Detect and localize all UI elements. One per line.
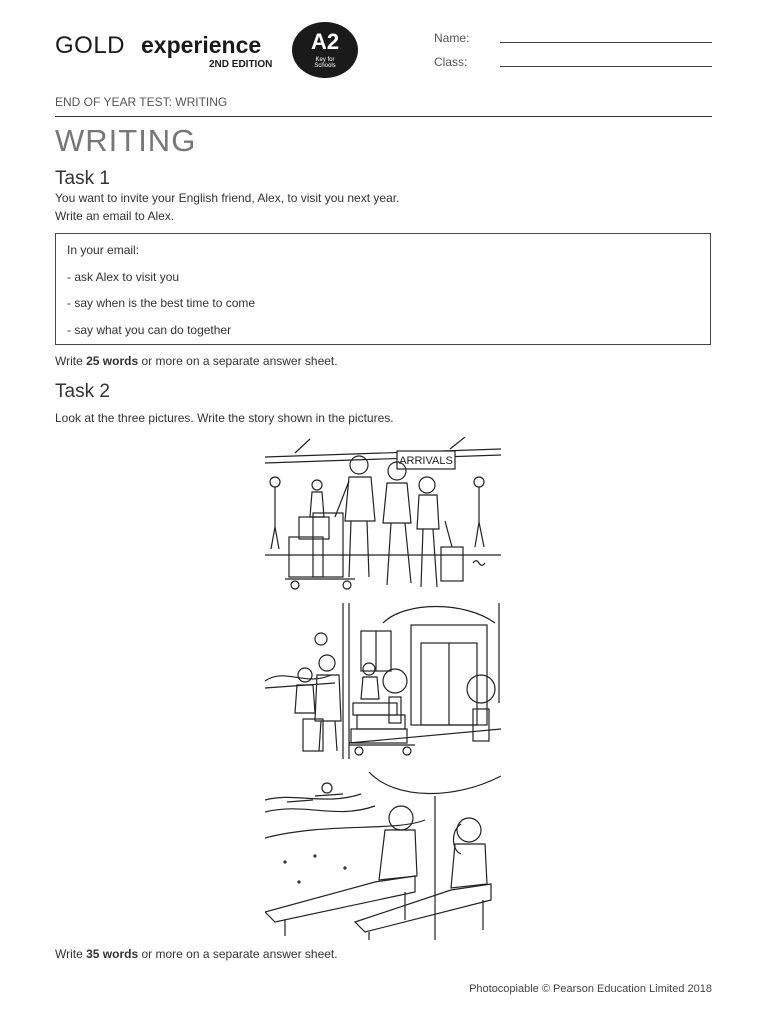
box-intro: In your email: xyxy=(67,243,140,257)
copyright-footer: Photocopiable © Pearson Education Limited 2018 xyxy=(469,983,712,995)
box-point: - say what you can do together xyxy=(67,323,232,337)
logo-experience-text: experience xyxy=(141,32,262,58)
class-field[interactable] xyxy=(500,66,712,67)
word-count: 25 words xyxy=(86,354,139,368)
task2-line1: Look at the three pictures. Write the story shown in the pictures. xyxy=(55,411,394,425)
badge-subtitle xyxy=(292,57,358,69)
badge-sub-line1: Key for xyxy=(315,57,335,63)
task2-instruction xyxy=(55,947,338,961)
task1-line2: Write an email to Alex. xyxy=(55,209,175,223)
picture-airport-arrivals xyxy=(265,437,501,597)
badge-level: A2 xyxy=(310,29,340,54)
instruction-pre: Write xyxy=(55,947,87,961)
word-count: 35 words xyxy=(86,947,139,961)
task1-line1: You want to invite your English friend, Alex, to visit you next year. xyxy=(55,191,400,205)
instruction-post: or more on a separate answer sheet. xyxy=(138,354,338,368)
picture-hotel-arrival xyxy=(265,603,501,759)
box-point: - say when is the best time to come xyxy=(67,296,256,310)
test-label: END OF YEAR TEST: WRITING xyxy=(55,95,228,109)
logo-gold-text: GOLD xyxy=(55,32,126,59)
level-badge xyxy=(292,22,358,78)
box-point: - ask Alex to visit you xyxy=(67,270,180,284)
header-divider xyxy=(55,116,712,117)
instruction-pre: Write xyxy=(55,354,87,368)
badge-sub-line2: Schools xyxy=(314,63,336,69)
class-label: Class: xyxy=(434,55,468,69)
page-title: WRITING xyxy=(55,123,197,158)
instruction-post: or more on a separate answer sheet. xyxy=(138,947,338,961)
name-field[interactable] xyxy=(500,42,712,43)
arrivals-sign: ARRIVALS xyxy=(399,455,453,467)
email-points-box xyxy=(55,233,711,345)
task1-heading: Task 1 xyxy=(55,168,110,189)
task1-instruction xyxy=(55,354,338,368)
name-label: Name: xyxy=(434,31,470,45)
edition-label: 2ND EDITION xyxy=(209,59,273,70)
task2-heading: Task 2 xyxy=(55,381,110,402)
picture-beach xyxy=(265,772,501,940)
